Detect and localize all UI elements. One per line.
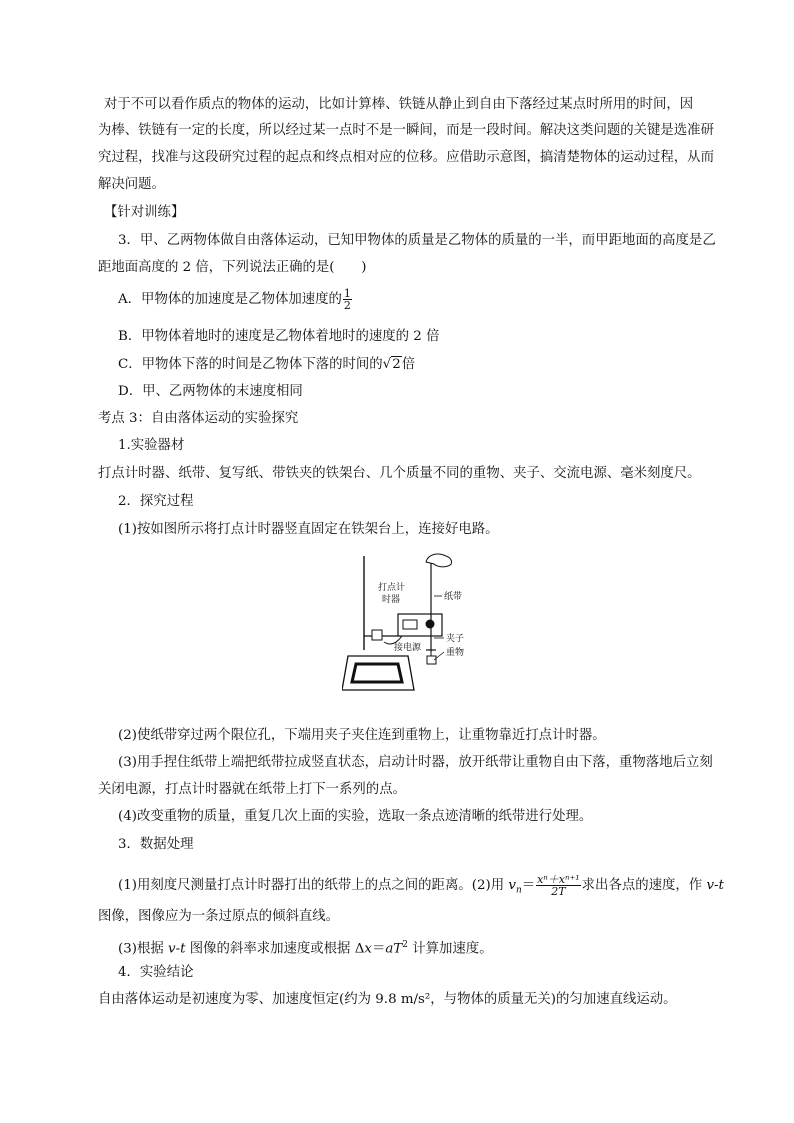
fraction-numerator: xⁿ＋xⁿ⁺¹ [537, 873, 580, 886]
step-line: (2)使纸带穿过两个限位孔，下端用夹子夹住连到重物上，让重物靠近打点计时器。 [118, 728, 606, 743]
superscript: 2 [402, 940, 408, 950]
step-line: 关闭电源，打点计时器就在纸带上打下一系列的点。 [98, 782, 406, 797]
step-text: (1)用刻度尺测量打点计时器打出的纸带上的点之间的距离。(2)用 [118, 878, 509, 893]
clamp-box [372, 630, 382, 640]
var-vt: v-t [706, 878, 724, 893]
section-title: 1.实验器材 [118, 438, 185, 453]
sqrt-radicand: 2 [392, 357, 401, 372]
step-text: 图像的斜率求加速度或根据 Δ [185, 941, 365, 957]
hand-icon [426, 554, 452, 567]
timer-disk [426, 620, 435, 629]
fraction-numerator: 1 [343, 287, 351, 300]
fraction-one-half [343, 288, 352, 311]
var-x: x [364, 941, 372, 957]
section-title: 2．探究过程 [118, 494, 194, 509]
kaodian-heading: 考点 3：自由落体运动的实验探究 [98, 411, 299, 426]
label-timer: 打点计 [378, 583, 406, 593]
paragraph-line: 对于不可以看作质点的物体的运动，比如计算棒、铁链从静止到自由下落经过某点时所用的时间，因 [104, 97, 694, 112]
fraction-denominator: 2 [343, 299, 351, 312]
question-stem: 3．甲、乙两物体做自由落体运动，已知甲物体的质量是乙物体的质量的一半，而甲距地面的高度是乙 [118, 233, 716, 248]
option-a [118, 288, 353, 311]
base-plate [352, 664, 402, 682]
option-c-text: C．甲物体下落的时间是乙物体下落的时间的 [118, 357, 383, 372]
label-weight: 重物 [446, 648, 465, 658]
option-a-text: A．甲物体的加速度是乙物体加速度的 [118, 292, 342, 307]
step-line: (3)用手捏住纸带上端把纸带拉成竖直状态，启动计时器，放开纸带让重物自由下落，重物落地后立刻 [118, 755, 713, 770]
section-title: 3．数据处理 [118, 837, 194, 852]
question-stem: 距地面高度的 2 倍，下列说法正确的是( ) [98, 260, 367, 275]
velocity-fraction [536, 874, 581, 897]
step-line: (4)改变重物的质量，重复几次上面的实验，选取一条点迹清晰的纸带进行处理。 [118, 809, 593, 824]
step-line-formula [118, 874, 724, 900]
label-timer: 时器 [382, 595, 401, 605]
step-line: 图像，图像应为一条过原点的倾斜直线。 [98, 909, 340, 924]
section-body: 打点计时器、纸带、复写纸、带铁夹的铁架台、几个质量不同的重物、夹子、交流电源、毫米刻度尺。 [98, 466, 701, 481]
label-power: 接电源 [394, 643, 422, 653]
var-aT: aT [385, 941, 403, 957]
sqrt-two: √2 [382, 357, 401, 372]
step-text: 计算加速度。 [407, 941, 493, 957]
training-heading: 【针对训练】 [104, 205, 185, 220]
paragraph-line: 为棒、铁链有一定的长度，所以经过某一点时不是一瞬间，而是一段时间。解决这类问题的关键是选准研 [98, 123, 714, 138]
fraction-denominator: 2T [551, 885, 566, 898]
step-text: 求出各点的速度，作 [581, 878, 707, 893]
paragraph-line: 究过程，找准与这段研究过程的起点和终点相对应的位移。应借助示意图，搞清楚物体的运动过程，从而 [98, 150, 714, 165]
option-c-suffix: 倍 [401, 357, 416, 372]
experiment-figure [342, 552, 472, 697]
var-v: v [508, 878, 516, 893]
option-b: B．甲物体着地时的速度是乙物体着地时的速度的 2 倍 [118, 329, 440, 344]
section-body: 自由落体运动是初速度为零、加速度恒定(约为 9.8 m/s²，与物体的质量无关)的匀加速直线运动。 [98, 992, 677, 1007]
label-tape: 纸带 [444, 592, 463, 602]
weight-block [427, 656, 436, 664]
step-line-formula [118, 936, 493, 958]
var-vt: v-t [168, 941, 186, 957]
equals-sign: ＝ [371, 941, 386, 957]
paragraph-line: 解决问题。 [98, 177, 165, 192]
timer-coil [403, 620, 417, 629]
step-text: (3)根据 [118, 941, 169, 957]
step-line: (1)按如图所示将打点计时器竖直固定在铁架台上，连接好电路。 [118, 522, 499, 537]
section-title: 4．实验结论 [118, 965, 194, 980]
option-c [118, 356, 415, 374]
var-sub-n: n [515, 885, 522, 896]
label-clip: 夹子 [446, 634, 465, 644]
option-d: D．甲、乙两物体的末速度相同 [118, 384, 303, 399]
equals-sign: ＝ [521, 878, 536, 893]
